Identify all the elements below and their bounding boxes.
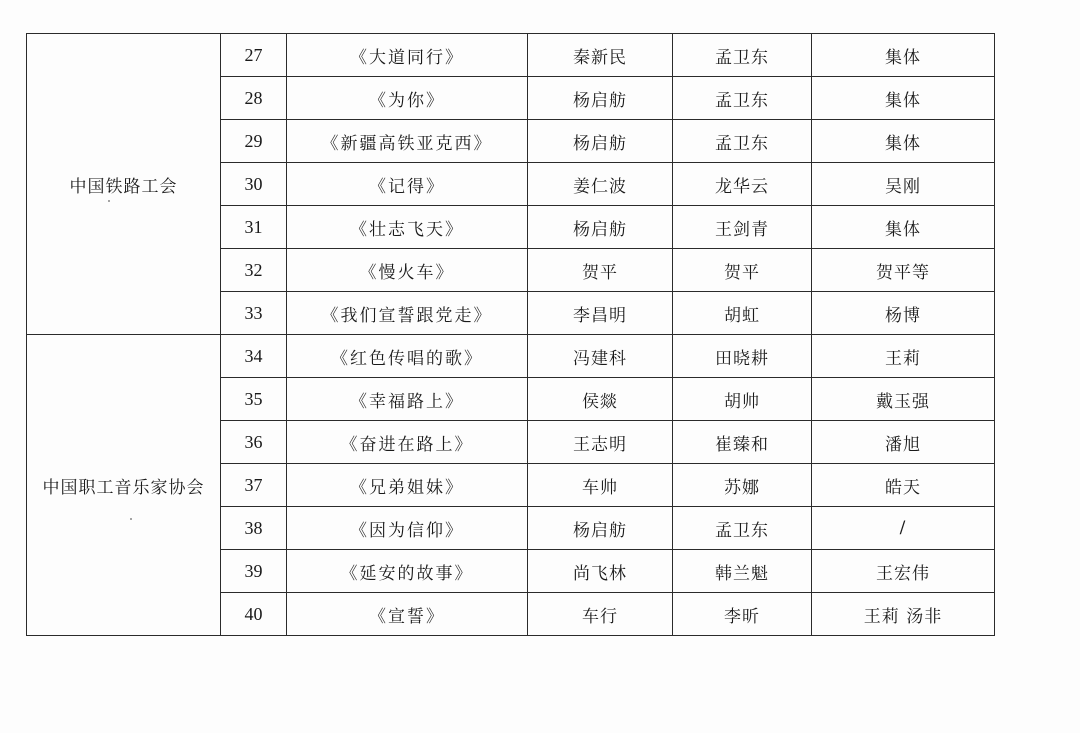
cell-song-title: 《慢火车》 <box>287 249 528 292</box>
cell-composer: 韩兰魁 <box>673 550 812 593</box>
cell-composer: 李昕 <box>673 593 812 636</box>
cell-composer: 王剑青 <box>673 206 812 249</box>
cell-performer: 集体 <box>812 34 995 77</box>
cell-number: 28 <box>221 77 287 120</box>
cell-performer: 吴刚 <box>812 163 995 206</box>
cell-performer: 潘旭 <box>812 421 995 464</box>
cell-composer: 龙华云 <box>673 163 812 206</box>
table-row <box>27 34 995 77</box>
cell-song-title: 《红色传唱的歌》 <box>287 335 528 378</box>
cell-lyricist: 秦新民 <box>528 34 673 77</box>
cell-number: 36 <box>221 421 287 464</box>
cell-lyricist: 车帅 <box>528 464 673 507</box>
cell-performer: 王莉 汤非 <box>812 593 995 636</box>
cell-composer: 崔臻和 <box>673 421 812 464</box>
cell-number: 30 <box>221 163 287 206</box>
table-row <box>27 335 995 378</box>
cell-performer: / <box>812 507 995 550</box>
cell-number: 31 <box>221 206 287 249</box>
cell-lyricist: 杨启舫 <box>528 507 673 550</box>
cell-lyricist: 姜仁波 <box>528 163 673 206</box>
cell-lyricist: 贺平 <box>528 249 673 292</box>
scan-speck <box>130 518 132 520</box>
cell-performer: 贺平等 <box>812 249 995 292</box>
cell-number: 33 <box>221 292 287 335</box>
cell-composer: 胡帅 <box>673 378 812 421</box>
cell-composer: 贺平 <box>673 249 812 292</box>
cell-lyricist: 杨启舫 <box>528 120 673 163</box>
cell-lyricist: 侯燚 <box>528 378 673 421</box>
cell-lyricist: 王志明 <box>528 421 673 464</box>
cell-performer: 集体 <box>812 206 995 249</box>
cell-number: 40 <box>221 593 287 636</box>
cell-performer: 王宏伟 <box>812 550 995 593</box>
cell-song-title: 《壮志飞天》 <box>287 206 528 249</box>
cell-song-title: 《记得》 <box>287 163 528 206</box>
cell-number: 27 <box>221 34 287 77</box>
cell-composer: 孟卫东 <box>673 120 812 163</box>
cell-number: 32 <box>221 249 287 292</box>
cell-song-title: 《幸福路上》 <box>287 378 528 421</box>
cell-composer: 孟卫东 <box>673 34 812 77</box>
cell-performer: 戴玉强 <box>812 378 995 421</box>
cell-performer: 集体 <box>812 120 995 163</box>
cell-number: 29 <box>221 120 287 163</box>
cell-composer: 孟卫东 <box>673 77 812 120</box>
song-list-body <box>27 34 995 636</box>
cell-song-title: 《新疆高铁亚克西》 <box>287 120 528 163</box>
cell-performer: 杨博 <box>812 292 995 335</box>
cell-song-title: 《我们宣誓跟党走》 <box>287 292 528 335</box>
cell-song-title: 《大道同行》 <box>287 34 528 77</box>
cell-composer: 苏娜 <box>673 464 812 507</box>
cell-composer: 孟卫东 <box>673 507 812 550</box>
cell-lyricist: 李昌明 <box>528 292 673 335</box>
cell-song-title: 《兄弟姐妹》 <box>287 464 528 507</box>
cell-song-title: 《宣誓》 <box>287 593 528 636</box>
cell-lyricist: 冯建科 <box>528 335 673 378</box>
song-list-table <box>26 33 995 636</box>
scan-speck <box>108 200 110 202</box>
cell-organization: 中国铁路工会 <box>27 34 221 335</box>
cell-lyricist: 杨启舫 <box>528 206 673 249</box>
cell-number: 34 <box>221 335 287 378</box>
cell-lyricist: 杨启舫 <box>528 77 673 120</box>
cell-song-title: 《为你》 <box>287 77 528 120</box>
cell-composer: 田晓耕 <box>673 335 812 378</box>
cell-song-title: 《奋进在路上》 <box>287 421 528 464</box>
cell-number: 39 <box>221 550 287 593</box>
cell-composer: 胡虹 <box>673 292 812 335</box>
cell-number: 38 <box>221 507 287 550</box>
cell-number: 37 <box>221 464 287 507</box>
cell-number: 35 <box>221 378 287 421</box>
cell-song-title: 《因为信仰》 <box>287 507 528 550</box>
cell-performer: 王莉 <box>812 335 995 378</box>
cell-organization: 中国职工音乐家协会 <box>27 335 221 636</box>
cell-lyricist: 车行 <box>528 593 673 636</box>
cell-lyricist: 尚飞林 <box>528 550 673 593</box>
cell-performer: 集体 <box>812 77 995 120</box>
cell-performer: 皓天 <box>812 464 995 507</box>
cell-song-title: 《延安的故事》 <box>287 550 528 593</box>
